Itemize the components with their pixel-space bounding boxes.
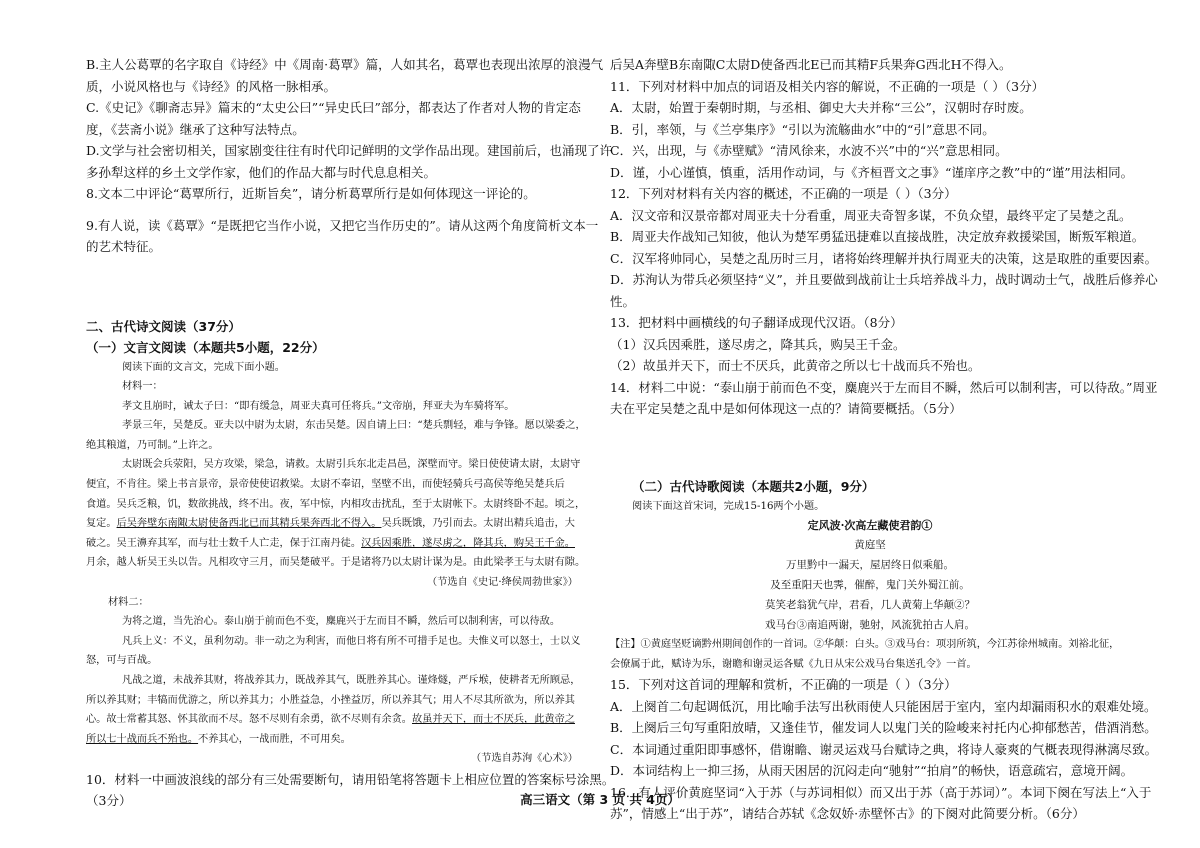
material-2-paragraph: 所以养其财；丰犒而优游之，所以养其力；小胜益急，小挫益厉，所以养其气；用人不尽其所欲为，所以养其: [86, 694, 575, 706]
question-15-option-d: D．本词结构上一抑三扬，从雨天困居的沉闷走向“驰射”“拍肩”的畅快，语意疏宕，意境开阔。: [610, 763, 1134, 779]
poem-line: 及至重阳天也霁，催醉，鬼门关外蜀江前。: [770, 579, 970, 592]
material-2-label: 材料二：: [108, 596, 149, 608]
q7-option-b-line2: 质，小说风格也与《诗经》的风格一脉相承。: [86, 78, 337, 94]
material-2-paragraph: 凡兵上义：不义，虽利勿动。非一动之为利害，而他日将有所不可措手足也。夫惟义可以怒士，士以义: [122, 635, 581, 647]
question-8: 8.文本二中评论“葛覃所行，近斯旨矣”，请分析葛覃所行是如何体现这一评论的。: [86, 186, 536, 201]
material-2-paragraph: [86, 730, 592, 750]
q7-option-c-line1: C.《史记》《聊斋志异》篇末的“太史公曰”“异史氏曰”部分，都表达了作者对人物的肯定态: [86, 100, 581, 115]
right-column: [610, 54, 1158, 825]
page-footer: 高三语文（第 3 页 共 4页）: [520, 792, 680, 807]
text-segment: 不养其心，一战而胜，不可用矣。: [198, 733, 351, 745]
material-1-paragraph: 绝其粮道，乃可制。”上许之。: [86, 439, 219, 451]
underlined-sentence: 汉兵因乘胜，遂尽虏之，降其兵，购吴王千金。: [361, 537, 575, 549]
material-1-paragraph: 月余，越人斩吴王头以告。凡相攻守三月，而吴楚破平。于是诸将乃以太尉计谋为是。由此梁孝王与太尉有隙。: [86, 557, 586, 569]
question-15-option-a: A．上阕首二句起调低沉，用比喻手法写出秋雨使人只能困居于室内，室内却漏雨积水的艰难处境。: [610, 698, 1157, 714]
material-2-paragraph: 怒，可与百战。: [86, 655, 158, 667]
material-1-paragraph: 便宜，不肯往。梁上书言景帝，景帝使使诏救梁。太尉不奉诏，坚壁不出，而使轻骑兵弓高侯等绝吴楚兵后: [86, 479, 565, 491]
subsection-1-heading: （一）文言文阅读（本题共5小题，22分）: [86, 339, 325, 355]
question-15-option-b: B．上阕后三句写重阳放晴，又逢佳节，催发词人以鬼门关的险峻来衬托内心抑郁愁苦，借酒消愁。: [610, 720, 1157, 736]
question-11-option-a: A．太尉，始置于秦朝时期，与丞相、御史大夫并称“三公”，汉朝时存时废。: [610, 100, 1032, 115]
question-11-option-c: C．兴，出现，与《赤壁赋》“清风徐来，水波不兴”中的“兴”意思相同。: [610, 143, 1008, 158]
q7-option-c-line2: 度，《芸斋小说》继承了这种写法特点。: [86, 121, 305, 137]
question-13-part-1: （1）汉兵因乘胜，遂尽虏之，降其兵，购吴王千金。: [610, 336, 906, 352]
question-11-option-b: B．引，率领，与《兰亭集序》“引以为流觞曲水”中的“引”意思不同。: [610, 121, 995, 137]
question-12-option-d-line2: 性。: [610, 293, 636, 309]
text-segment: 吴兵既饿，乃引而去。太尉出精兵追击，大: [381, 518, 575, 530]
material-1-paragraph: 食道。吴兵乏粮，饥，数欲挑战，终不出。夜，军中惊，内相攻击扰乱，至于太尉帐下。太尉终卧不起。顷之，: [86, 498, 586, 510]
question-12-option-c: C．汉军将帅同心，吴楚之乱历时三月，诸将始终理解并执行周亚夫的决策，这是取胜的重要因素。: [610, 250, 1158, 266]
question-11-option-d: D．谨，小心谨慎，慎重，活用作动词，与《齐桓晋文之事》“谨庠序之教”中的“谨”用法相同。: [610, 164, 1134, 180]
question-16-line1: 16．有人评价黄庭坚词“入于苏（与苏词相似）而又出于苏（高于苏词）”。本词下阕在写法上“入于: [610, 784, 1152, 800]
question-10-line1: 10．材料一中画波浪线的部分有三处需要断句，请用铅笔将答题卡上相应位置的答案标号涂黑。: [86, 771, 615, 787]
material-1-paragraph: 太尉既会兵荥阳，吴方攻梁，梁急，请救。太尉引兵东北走昌邑，深壁而守。梁日使使请太尉，太尉守: [122, 459, 581, 471]
section-2-heading: 二、古代诗文阅读（37分）: [86, 318, 241, 334]
text-segment: 复定。: [86, 518, 117, 530]
question-16-line2: 苏”，情感上“出于苏”，请结合苏轼《念奴娇·赤壁怀古》的下阕对此简要分析。（6分）: [610, 806, 1085, 822]
question-12-option-b: B．周亚夫作战知己知彼，他认为楚军勇猛迅捷难以直接战胜，决定放弃救援梁国，断叛军粮道。: [610, 229, 1145, 244]
reading-intro: 阅读下面的文言文，完成下面小题。: [122, 361, 285, 373]
question-11: 11．下列对材料中加点的词语及相关内容的解说，不正确的一项是（ ）（3分）: [610, 78, 1045, 94]
question-13-part-2: （2）故虽并天下，而士不厌兵，此黄帝之所以七十战而兵不殆也。: [610, 358, 981, 373]
question-9-line1: 9.有人说，读《葛覃》“是既把它当作小说，又把它当作历史的”。请从这两个角度简析文本一: [86, 217, 599, 233]
question-14-line2: 夫在平定吴楚之乱中是如何体现这一点的？请简要概括。（5分）: [610, 401, 962, 416]
question-10-continued: 后吴A奔壁B东南陬C太尉D使备西北E已而其精F兵果奔G西北H不得入。: [610, 57, 1012, 72]
underlined-sentence: 所以七十战而兵不殆也。: [86, 733, 199, 745]
material-1-paragraph: 孝文且崩时，诫太子曰：“即有缓急，周亚夫真可任将兵。”文帝崩，拜亚夫为车骑将军。: [122, 400, 515, 412]
poem-line: 莫笑老翁犹气岸，君看，几人黄菊上华颠②？: [765, 599, 975, 612]
poem-intro: 阅读下面这首宋词，完成15-16两个小题。: [632, 500, 825, 512]
material-1-paragraph: [86, 514, 592, 534]
material-2-paragraph: 凡战之道，未战养其财，将战养其力，既战养其气，既胜养其心。谨烽燧，严斥堠，使耕者无所顾忌，: [122, 675, 581, 686]
wavy-underlined-sentence: 后吴奔壁东南陬太尉使备西北已而其精兵果奔西北不得入。: [116, 518, 382, 530]
text-segment: 破之。吴王濞弃其军，而与壮士数千人亡走，保于江南丹徒。: [86, 537, 362, 549]
question-15-option-c: C．本词通过重阳即事感怀，借谢瞻、谢灵运戏马台赋诗之典，将诗人豪爽的气概表现得淋漓尽致。: [610, 741, 1158, 757]
poem-author: 黄庭坚: [854, 539, 886, 552]
q7-option-d-line1: D.文学与社会密切相关，国家剧变往往有时代印记鲜明的文学作品出现。建国前后，也涌现了许: [86, 143, 613, 158]
poem-note-line1: 【注】①黄庭坚贬谪黔州期间创作的一首词。②华颠：白头。③戏马台：项羽所筑，今江苏徐州城南。刘裕北征，: [610, 639, 1120, 651]
poem-title: 定风波·次高左藏使君韵①: [807, 519, 933, 533]
material-1-paragraph: [86, 534, 592, 554]
question-13: 13．把材料中画横线的句子翻译成现代汉语。（8分）: [610, 315, 903, 330]
poem-line: 万里黔中一漏天，屋居终日似乘船。: [786, 559, 954, 572]
question-10-line2: （3分）: [86, 793, 132, 809]
question-12: 12．下列对材料有关内容的概述，不正确的一项是（ ）（3分）: [610, 186, 957, 201]
text-segment: 心。故士常蓄其怒、怀其欲而不尽。怒不尽则有余勇，欲不尽则有余贪。: [86, 714, 412, 726]
question-12-option-d-line1: D．苏洵认为带兵必须坚持“义”，并且要做到战前让士兵培养战斗力，战时调动士气，战胜后修养心: [610, 272, 1158, 287]
q7-option-b-line1: B.主人公葛覃的名字取自《诗经》中《周南·葛覃》篇，人如其名，葛覃也表现出浓厚的浪漫气: [86, 57, 604, 72]
underlined-sentence: 故虽并天下，而士不厌兵，此黄帝之: [412, 714, 575, 726]
material-2-paragraph: [86, 710, 592, 730]
material-2-paragraph: 为将之道，当先治心。泰山崩于前而色不变，麋鹿兴于左而目不瞬，然后可以制利害，可以待敌。: [122, 616, 561, 628]
question-9-line2: 的艺术特征。: [86, 239, 162, 254]
material-1-label: 材料一：: [122, 381, 163, 393]
question-14-line1: 14．材料二中说：“泰山崩于前而色不变，麋鹿兴于左而目不瞬，然后可以制利害，可以待敌。”周亚: [610, 379, 1158, 395]
material-1-source: （节选自《史记·绛侯周勃世家》）: [427, 577, 578, 589]
material-2-source: （节选自苏洵《心术》）: [471, 753, 578, 765]
q7-option-d-line2: 多孙犁这样的乡土文学作家，他们的作品大都与时代息息相关。: [86, 164, 437, 180]
question-12-option-a: A．汉文帝和汉景帝都对周亚夫十分看重，周亚夫奇智多谋，不负众望，最终平定了吴楚之乱。: [610, 207, 1132, 223]
subsection-2-heading: （二）古代诗歌阅读（本题共2小题，9分）: [632, 478, 875, 494]
material-1-paragraph: 孝景三年，吴楚反。亚夫以中尉为太尉，东击吴楚。因自请上曰：“楚兵剽轻，难与争锋。愿以梁委之，: [122, 420, 586, 432]
poem-note-line2: 会僚属于此，赋诗为乐，谢瞻和谢灵运各赋《九日从宋公戏马台集送孔令》一首。: [610, 658, 977, 670]
poem-line: 戏马台③南追两谢，驰射，风流犹拍古人肩。: [765, 619, 975, 632]
question-15: 15．下列对这首词的理解和赏析，不正确的一项是（ ）（3分）: [610, 677, 957, 693]
